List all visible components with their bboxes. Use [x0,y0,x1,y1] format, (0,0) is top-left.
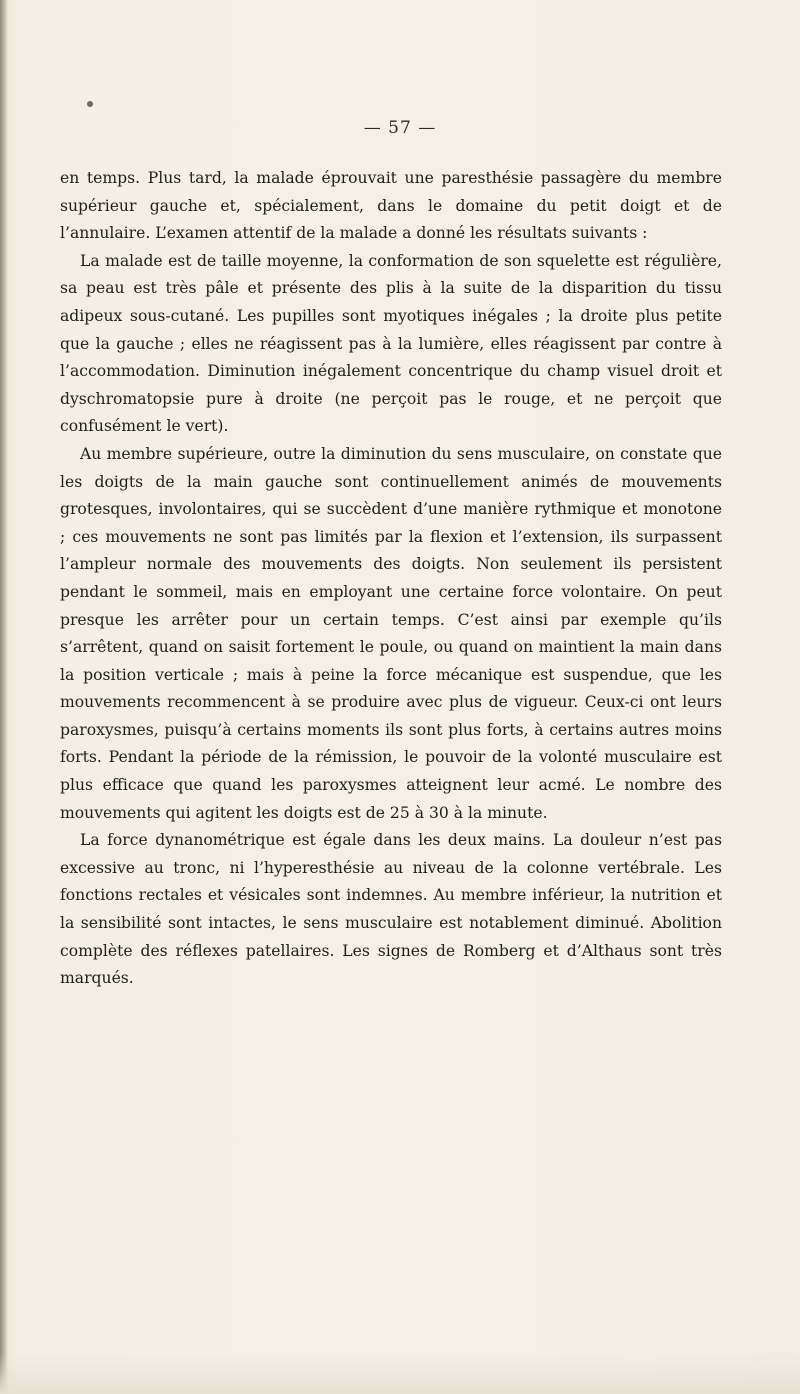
binding-shadow [0,0,8,1394]
paragraph-1: en temps. Plus tard, la malade éprouvait une paresthésie passagère du membre supérieur gauche et, spécialement, dans le domaine du petit doigt et de l’annulaire. L’examen attentif de la malade a donné les résultats suivants : [60,169,722,243]
paragraph-2: La malade est de taille moyenne, la conformation de son squelette est régulière, sa peau est très pâle et présente des plis à la suite de la disparition du tissu adipeux sous-cutané. Les pupilles sont myotiques inégales ; la droite plus petite que la gauche ; elles ne réagissent pas à la lumière, elles réagissent par contre à l’accommodation. Diminution inégalement concentrique du champ visuel droit et dyschromatopsie pure à droite (ne perçoit pas le rouge, et ne perçoit que confusément le vert). [60,251,722,436]
page-bottom-edge [0,1354,800,1394]
paragraph-4: La force dynanométrique est égale dans les deux mains. La douleur n’est pas excessive au tronc, ni l’hyperesthésie au niveau de la colonne vertébrale. Les fonctions rectales et vésicales sont indemnes. Au membre inférieur, la nutrition et la sensibilité sont intactes, le sens musculaire est notablement diminué. Abolition complète des réflexes patellaires. Les signes de Romberg et d’Althaus sont très marqués. [60,831,722,988]
body-text [60,165,722,993]
page-number: — 57 — [363,118,437,138]
paragraph-3: Au membre supérieure, outre la diminution du sens musculaire, on constate que les doigts de la main gauche sont continuellement animés de mouvements grotesques, involontaires, qui se succèdent d’une manière rythmique et monotone ; ces mouvements ne sont pas limités par la flexion et l’extension, ils surpassent l’ampleur normale des mouvements des doigts. Non seulement ils persistent pendant le sommeil, mais en employant une certaine force volontaire. On peut presque les arrêter pour un certain temps. C’est ainsi par exemple qu’ils s’arrêtent, quand on saisit fortement le poule, ou quand on maintient la main dans la position verticale ; mais à peine la force mécanique est suspendue, que les mouvements recommencent à se produire avec plus de vigueur. Ceux-ci ont leurs paroxysmes, puisqu’à certains moments ils sont plus forts, à certains autres moins forts. Pendant la période de la rémission, le pouvoir de la volonté musculaire est plus efficace que quand les paroxysmes atteignent leur acmé. Le nombre des mouvements qui agitent les doigts est de 25 à 30 à la minute. [60,444,722,822]
ink-speck [87,101,93,107]
